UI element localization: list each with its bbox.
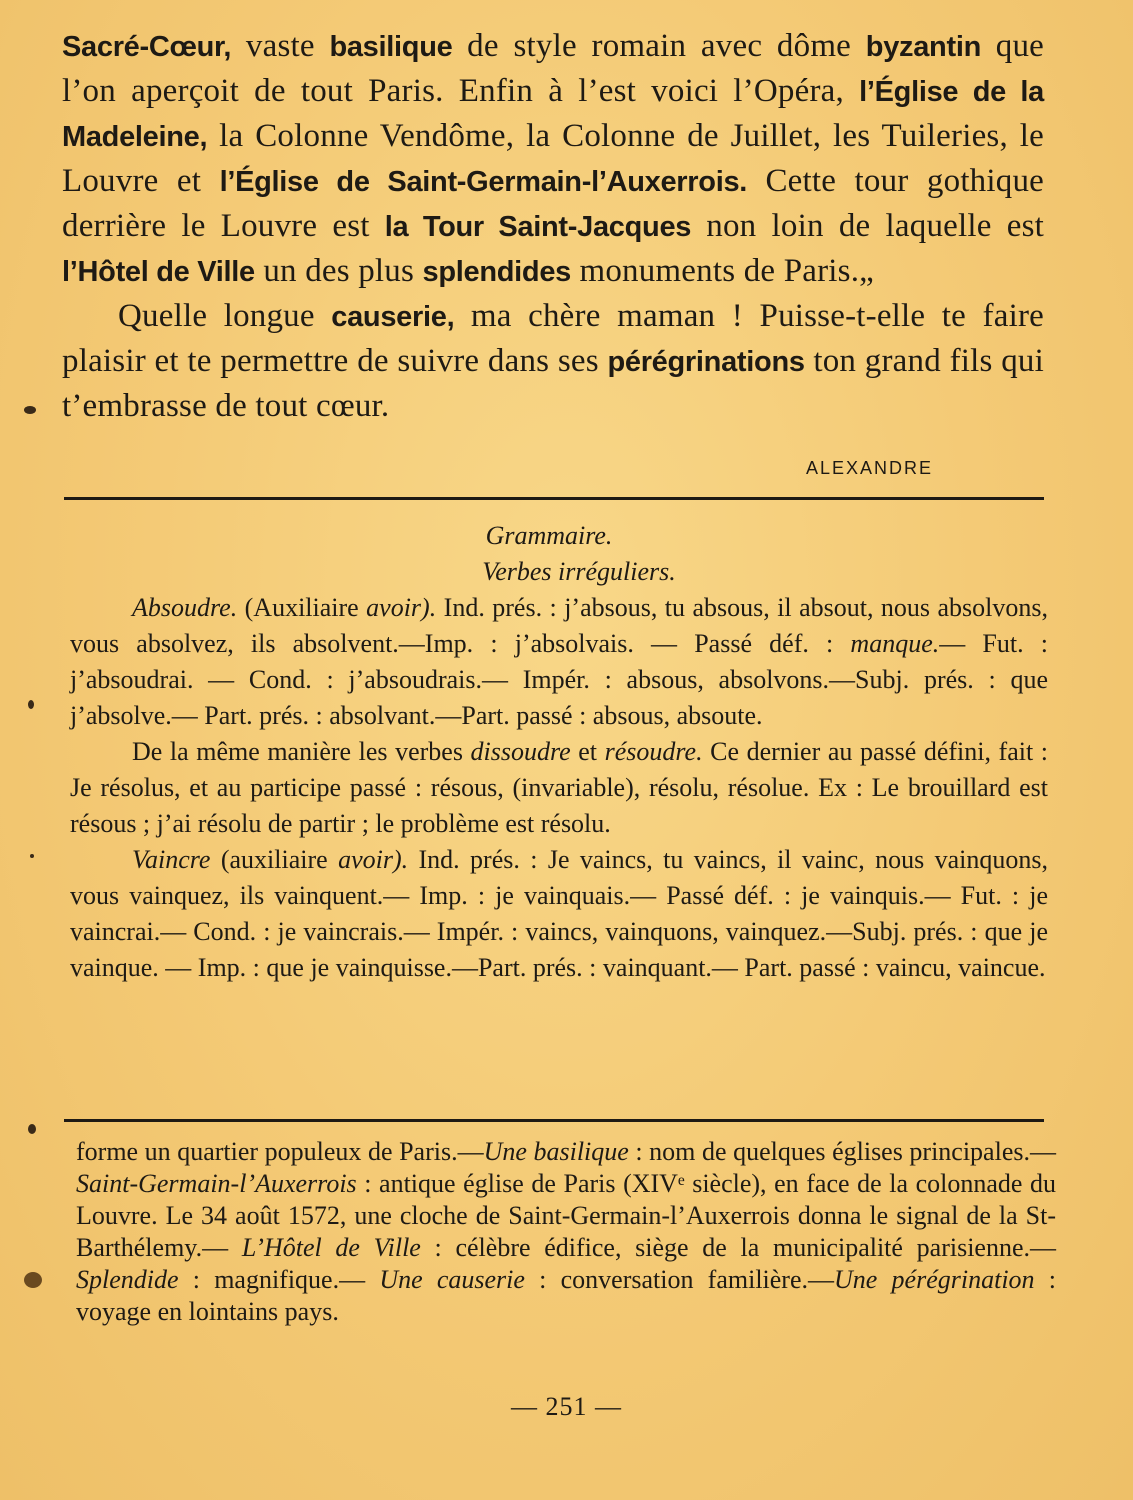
text-run: : célèbre édifice, siège de la municipalité parisienne.— [420,1233,1056,1262]
text-run: ma chère maman ! Puisse-t-elle te faire plaisir et te permettre de suivre dans ses [62,298,1044,379]
emphasized-text: résoudre. [604,737,703,766]
footnotes [76,1136,1056,1328]
text-run: un des plus [254,253,423,289]
text-run: et [570,737,605,766]
text-run: : voyage en lointains pays. [76,1265,1056,1326]
text-run: Ce dernier au passé défini, fait : Je résolus, et au participe passé : résous, (invariable), résolu, résolue. Ex : Le brouillard est résous ; j’ai résolu de partir ; le problème est résolu. [70,737,1048,838]
emphasized-text: Une pérégrination [834,1265,1035,1294]
emphasized-text: Vaincre [132,845,211,874]
text-run: ton grand fils qui t’embrasse de tout cœur. [62,343,1044,424]
footnote-text [76,1136,1056,1328]
emphasized-text: causerie, [331,301,455,333]
grammar-subheading: Verbes irréguliers. [482,557,676,586]
text-run: non loin de laquelle est [691,208,1044,244]
letter-text [62,24,1044,428]
emphasized-text: la Tour Saint-Jacques [384,211,692,243]
text-run: : conversation familière.— [524,1265,835,1294]
letter-paragraph-2 [62,294,1044,428]
emphasized-text: avoir). [338,845,409,874]
emphasized-text: Une basilique [483,1137,629,1166]
emphasized-text: l’Église de la Madeleine, [62,76,1044,153]
text-run: Ind. prés. : Je vaincs, tu vaincs, il vainc, nous vainquons, vous vainquez, ils vainquent.— Imp. : je vainquais.— Passé déf. : je vainquis.— Fut. : je vaincrai.— Cond. : je vaincrais.— Impér. : vaincs, vainquons, vainquez.—Subj. prés. : que je vainque. — Imp. : que je vainquisse.—Part. prés. : vainquant.— Part. passé : vaincu, vaincue. [70,845,1048,982]
emphasized-text: manque. [850,629,940,658]
emphasized-text: splendides [422,256,571,288]
margin-speck [24,406,36,414]
emphasized-text: byzantin [865,31,981,63]
margin-speck [28,1124,36,1134]
text-run: : antique église de Paris (XIVᵉ siècle), en face de la colonnade du Louvre. Le 34 août 1572, une cloche de Saint-Germain-l’Auxerrois donna le signal de la St-Barthélemy.— [76,1169,1056,1262]
text-run: Cette tour gothique derrière le Louvre est [62,163,1044,244]
emphasized-text: L’Hôtel de Ville [241,1233,421,1262]
page-number: — 251 — [511,1392,622,1421]
text-run: forme un quartier populeux de Paris.— [76,1137,484,1166]
signature: ALEXANDRE [806,458,934,478]
letter-paragraph-1 [62,24,1044,294]
text-run: : nom de quelques églises principales.— [628,1137,1056,1166]
text-run: de style romain avec dôme [452,28,866,64]
emphasized-text: l’Hôtel de Ville [62,256,255,288]
section-divider [64,497,1044,500]
emphasized-text: l’Église de Saint-Germain-l’Auxerrois. [219,166,748,198]
emphasized-text: Saint-Germain-l’Auxerrois [76,1169,357,1198]
text-run: la Colonne Vendôme, la Colonne de Juillet, les Tuileries, le Louvre et [62,118,1044,199]
text-run: (auxiliaire [210,845,339,874]
emphasized-text: Absoudre. [132,593,238,622]
text-run: Quelle longue [118,298,332,334]
text-run: vaste [231,28,330,64]
emphasized-text: Sacré-Cœur, [62,31,232,63]
margin-speck [24,1272,42,1288]
emphasized-text: pérégrinations [607,346,805,378]
grammar-section [70,518,1048,986]
emphasized-text: Splendide [76,1265,179,1294]
grammar-paragraph-vaincre [70,842,1048,986]
text-run: : magnifique.— [178,1265,380,1294]
text-run: Ind. prés. : j’absous, tu absous, il absout, nous absolvons, vous absolvez, ils absolvent.—Imp. : j’absolvais. — Passé déf. : [70,593,1048,658]
margin-speck [28,700,34,709]
text-run: De la même manière les verbes [132,737,471,766]
grammar-heading: Grammaire. [485,521,613,550]
text-run: (Auxiliaire [237,593,367,622]
grammar-paragraph-absoudre [70,590,1048,734]
emphasized-text: basilique [329,31,453,63]
emphasized-text: avoir). [366,593,437,622]
text-run: — Fut. : j’absoudrai. — Cond. : j’absoudrais.— Impér. : absous, absolvons.—Subj. prés. : que j’absolve.— Part. prés. : absolvant.—Part. passé : absous, absoute. [70,629,1048,730]
emphasized-text: Une causerie [379,1265,525,1294]
emphasized-text: dissoudre [470,737,571,766]
text-run: monuments de Paris.„ [571,253,874,289]
grammar-paragraph-resoudre [70,734,1048,842]
margin-speck [30,854,34,858]
footnote-divider [64,1119,1044,1122]
text-run: que l’on aperçoit de tout Paris. Enfin à l’est voici l’Opéra, [62,28,1044,109]
